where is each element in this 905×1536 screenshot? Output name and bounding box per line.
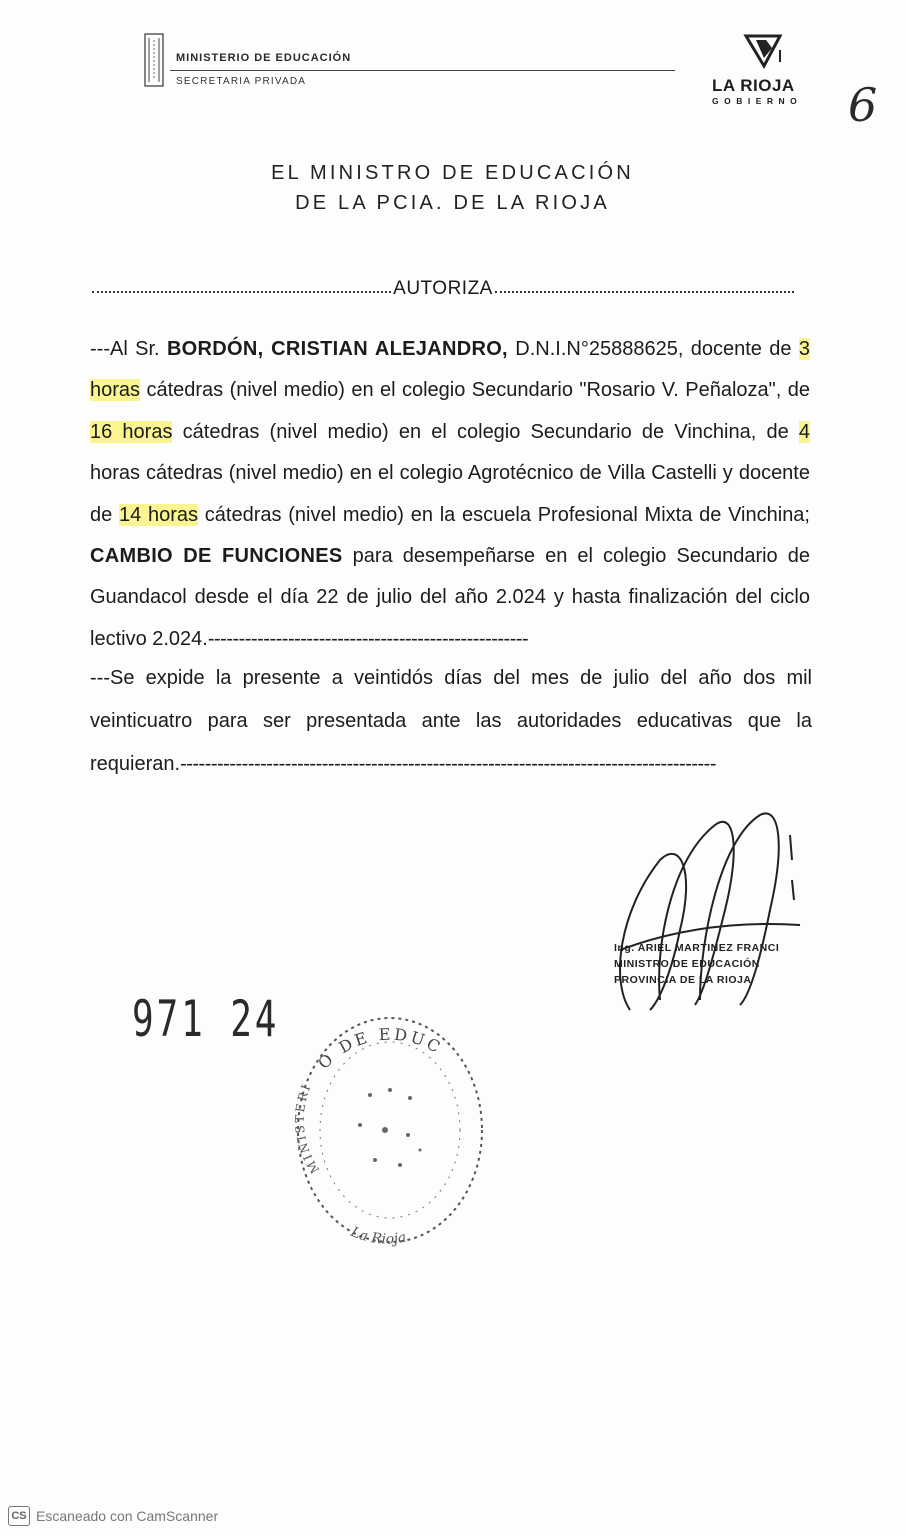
dash-fill: ---------------------------------------------------------------------------------------: [180, 753, 716, 775]
scanner-watermark: Escaneado con CamScanner: [36, 1508, 219, 1524]
text-segment: para desempeñarse en el colegio Secundario de Guandacol desde el día 22 de julio del año 2.024 y hasta finalización del ciclo lectivo 2.024.: [90, 545, 811, 650]
text-segment: ---Al Sr.: [90, 338, 167, 360]
text-segment: cátedras (nivel medio) en el colegio Secundario "Rosario V. Peñaloza", de: [140, 379, 810, 402]
ministry-crest-icon: [143, 32, 165, 88]
authorization-paragraph: [90, 329, 810, 660]
signatory-block: [614, 940, 779, 988]
text-segment: ---Se expide la presente a veintidós días del mes de julio del año dos mil veinticuatro para ser presentada ante las autoridades educativas que la requieran.: [90, 667, 812, 775]
document-title-line2: DE LA PCIA. DE LA RIOJA: [295, 192, 610, 214]
text-segment: cátedras (nivel medio) en el colegio Secundario de Vinchina, de: [172, 420, 799, 443]
handwritten-signature: [600, 800, 820, 1030]
seal-text-bottom: La Rioja: [348, 1224, 408, 1248]
authorizes-word: AUTORIZA: [393, 278, 493, 299]
letterhead-rule: [170, 70, 675, 71]
svg-text:La Rioja: [347, 1224, 407, 1248]
text-segment: D.N.I.N°25888625, docente de: [507, 338, 799, 360]
dotted-rule-left: [92, 291, 391, 293]
highlight-hours-3: 4: [798, 420, 810, 443]
la-rioja-logo-icon: [742, 30, 784, 72]
issuance-paragraph: [90, 657, 812, 786]
svg-text:MINISTERI: [293, 1081, 323, 1176]
logo-subtitle: GOBIERNO: [712, 96, 803, 106]
signatory-name: Ing. ARIEL MARTINEZ FRANCI: [614, 942, 780, 954]
highlight-hours-2: 16 horas: [90, 420, 173, 443]
seal-text-top: O DE EDUC: [314, 1024, 446, 1073]
camscanner-logo-icon: CS: [8, 1506, 30, 1526]
logo-name: LA RIOJA: [712, 76, 795, 95]
signatory-title: MINISTRO DE EDUCACIÓN: [614, 958, 760, 970]
dash-fill: ----------------------------------------------------: [207, 627, 529, 650]
svg-text:O DE EDUC: [314, 1025, 446, 1073]
authorizes-heading: [92, 276, 794, 302]
dotted-rule-right: [495, 291, 794, 293]
letterhead-office: SECRETARIA PRIVADA: [176, 76, 307, 87]
official-seal-stamp: [290, 1000, 490, 1260]
letterhead-ministry: MINISTERIO DE EDUCACIÓN: [176, 52, 352, 64]
signatory-province: PROVINCIA DE LA RIOJA: [614, 974, 752, 986]
highlight-hours-1: 3 horas: [90, 338, 810, 402]
text-segment: horas cátedras (nivel medio) en el colegio Agrotécnico de Villa Castelli y docente de: [90, 462, 810, 526]
document-title-line1: EL MINISTRO DE EDUCACIÓN: [271, 162, 634, 184]
change-of-functions: CAMBIO DE FUNCIONES: [90, 545, 343, 568]
page-number: 6: [848, 78, 878, 132]
teacher-name: BORDÓN, CRISTIAN ALEJANDRO,: [166, 338, 508, 360]
highlight-hours-4: 14 horas: [119, 503, 199, 526]
text-segment: cátedras (nivel medio) en la escuela Profesional Mixta de Vinchina;: [198, 503, 810, 526]
resolution-number: 971 24: [132, 990, 280, 1048]
seal-text-left: MINISTERI: [292, 1081, 323, 1176]
